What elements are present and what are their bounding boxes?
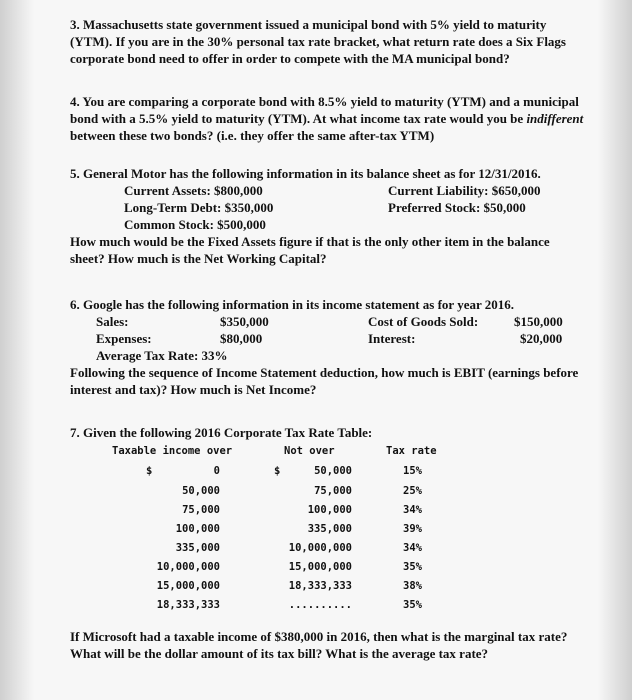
q5-row-2 xyxy=(70,199,610,216)
average-tax-rate: Average Tax Rate: 33% xyxy=(96,348,228,363)
q5-row-3 xyxy=(70,216,610,233)
expenses-value: $80,000 xyxy=(220,331,263,346)
dollar-sign: $ xyxy=(274,465,281,477)
tax-rate-table xyxy=(70,441,610,641)
q5-text: item in the balance xyxy=(441,234,550,249)
q3-line-3: corporate bond need to offer in order to compete with the MA municipal bond? xyxy=(70,51,510,66)
expenses-label: Expenses: xyxy=(96,331,152,346)
q7-emphasis: average tax rate? xyxy=(392,646,489,661)
q4-line-3: between these two bonds? (i.e. they offer the same after-tax YTM) xyxy=(70,128,435,143)
question-7-prompt xyxy=(70,628,610,662)
q7-emphasis: tax bill? xyxy=(277,646,323,661)
table-cell-not-over: 100,000 xyxy=(307,504,352,516)
q5-emphasis: only other xyxy=(384,234,442,249)
q3-line-2: (YTM). If you are in the 30% personal tax rate bracket, what return rate does a Six Flags xyxy=(70,34,566,49)
header-tax-rate: Tax rate xyxy=(386,445,437,457)
table-cell-over: 335,000 xyxy=(175,542,220,554)
interest-value: $20,000 xyxy=(520,331,563,346)
table-cell-over: 15,000,000 xyxy=(156,580,220,592)
question-6 xyxy=(70,296,610,398)
table-cell-rate: 34% xyxy=(403,542,422,554)
table-cell-over: 0 xyxy=(213,465,220,477)
sales-value: $350,000 xyxy=(220,314,269,329)
q6-row-2 xyxy=(70,330,610,347)
q4-text: bond with a 5.5% yield to maturity (YTM). At what income tax rate would you be xyxy=(70,111,527,126)
question-4 xyxy=(70,93,610,144)
q7-text: What is the xyxy=(322,646,393,661)
table-cell-rate: 39% xyxy=(403,523,422,535)
q4-line-2 xyxy=(70,110,610,127)
table-cell-rate: 34% xyxy=(403,504,422,516)
header-not-over: Not over xyxy=(284,445,335,457)
table-cell-over: 18,333,333 xyxy=(156,599,220,611)
q5-row-1 xyxy=(70,182,610,199)
q5-question-line-1 xyxy=(70,233,610,250)
table-cell-not-over: 335,000 xyxy=(307,523,352,535)
q7-question-line-1 xyxy=(70,628,610,645)
q7-emphasis: marginal tax rate? xyxy=(464,629,568,644)
table-cell-not-over: .......... xyxy=(288,599,352,611)
common-stock: Common Stock: $500,000 xyxy=(124,217,266,232)
header-taxable-income-over: Taxable income over xyxy=(112,445,233,457)
q6-question-line-2: interest and tax)? How much is Net Income? xyxy=(70,382,317,397)
q5-intro: 5. General Motor has the following information in its balance sheet as for 12/31/2016. xyxy=(70,166,541,181)
table-cell-not-over: 50,000 xyxy=(314,465,352,477)
table-cell-over: 50,000 xyxy=(182,485,220,497)
q7-question-line-2 xyxy=(70,645,610,662)
table-cell-rate: 35% xyxy=(403,599,422,611)
table-cell-not-over: 75,000 xyxy=(314,485,352,497)
q4-line-1: 4. You are comparing a corporate bond with 8.5% yield to maturity (YTM) and a municipal xyxy=(70,94,579,109)
table-cell-over: 100,000 xyxy=(175,523,220,535)
dollar-sign: $ xyxy=(146,465,153,477)
q6-row-1 xyxy=(70,313,610,330)
q3-emphasis: municipal xyxy=(312,17,368,32)
q6-question-line-1: Following the sequence of Income Statement deduction, how much is EBIT (earnings before xyxy=(70,365,579,380)
q5-text: How much would be the Fixed Assets figure if that is the xyxy=(70,234,385,249)
q7-title: 7. Given the following 2016 Corporate Tax Rate Table: xyxy=(70,425,373,440)
question-3 xyxy=(70,16,610,67)
q3-text: bond with 5% yield to maturity xyxy=(367,17,547,32)
question-7 xyxy=(70,424,610,641)
table-cell-rate: 15% xyxy=(403,465,422,477)
q7-text: If Microsoft had a taxable income of $380,000 in 2016, then what is the xyxy=(70,629,465,644)
cogs-value: $150,000 xyxy=(514,314,563,329)
interest-label: Interest: xyxy=(368,331,416,346)
q3-text: 3. Massachusetts state government issued a xyxy=(70,17,313,32)
table-cell-rate: 38% xyxy=(403,580,422,592)
table-cell-rate: 35% xyxy=(403,561,422,573)
q3-line-1 xyxy=(70,16,610,33)
current-assets: Current Assets: $800,000 xyxy=(124,183,263,198)
q5-question-line-2: sheet? How much is the Net Working Capital? xyxy=(70,251,327,266)
q4-emphasis: indifferent xyxy=(526,111,584,126)
current-liability: Current Liability: $650,000 xyxy=(388,183,541,198)
q7-text: What will be the dollar amount of its xyxy=(70,646,278,661)
table-cell-rate: 25% xyxy=(403,485,422,497)
preferred-stock: Preferred Stock: $50,000 xyxy=(388,200,526,215)
table-cell-not-over: 10,000,000 xyxy=(288,542,352,554)
table-cell-not-over: 15,000,000 xyxy=(288,561,352,573)
sales-label: Sales: xyxy=(96,314,129,329)
q6-row-3 xyxy=(70,347,610,364)
question-5 xyxy=(70,165,610,267)
table-cell-not-over: 18,333,333 xyxy=(288,580,352,592)
table-cell-over: 10,000,000 xyxy=(156,561,220,573)
table-cell-over: 75,000 xyxy=(182,504,220,516)
long-term-debt: Long-Term Debt: $350,000 xyxy=(124,200,274,215)
q6-intro: 6. Google has the following information in its income statement as for year 2016. xyxy=(70,297,515,312)
cogs-label: Cost of Goods Sold: xyxy=(368,314,479,329)
